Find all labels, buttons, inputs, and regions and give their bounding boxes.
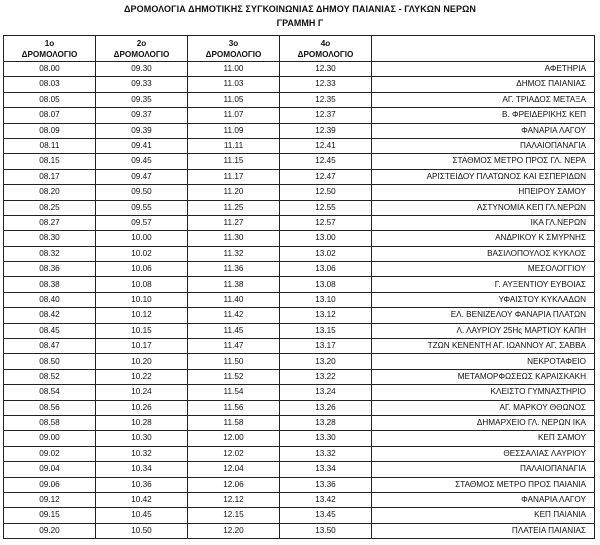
route-1-time: 08.05 xyxy=(4,92,96,107)
route-1-time: 08.58 xyxy=(4,415,96,430)
route-4-time: 13.20 xyxy=(280,354,372,369)
route-4-time: 13.10 xyxy=(280,292,372,307)
route-1-time: 08.15 xyxy=(4,154,96,169)
route-4-time: 13.24 xyxy=(280,385,372,400)
table-row xyxy=(4,215,595,230)
schedule-body xyxy=(4,62,595,539)
header-route-1-label: ΔΡΟΜΟΛΟΓΙΟ xyxy=(21,49,78,59)
route-2-time: 10.32 xyxy=(96,446,188,461)
route-1-time: 09.00 xyxy=(4,431,96,446)
route-1-time: 08.42 xyxy=(4,308,96,323)
route-4-time: 13.45 xyxy=(280,508,372,523)
table-row xyxy=(4,231,595,246)
document-title: ΔΡΟΜΟΛΟΓΙΑ ΔΗΜΟΤΙΚΗΣ ΣΥΓΚΟΙΝΩΝΙΑΣ ΔΗΜΟΥ ΠΑΙΑΝΙΑΣ - ΓΛΥΚΩΝ ΝΕΡΩΝ xyxy=(123,4,477,14)
table-row xyxy=(4,323,595,338)
table-row xyxy=(4,369,595,384)
schedule-table xyxy=(3,35,595,539)
route-3-time: 11.27 xyxy=(188,215,280,230)
table-row xyxy=(4,123,595,138)
header-row xyxy=(4,36,595,62)
route-4-time: 12.33 xyxy=(280,77,372,92)
route-4-time: 13.12 xyxy=(280,308,372,323)
route-4-time: 12.55 xyxy=(280,200,372,215)
route-3-time: 11.15 xyxy=(188,154,280,169)
route-2-time: 09.33 xyxy=(96,77,188,92)
table-row xyxy=(4,277,595,292)
route-4-time: 13.15 xyxy=(280,323,372,338)
table-row xyxy=(4,523,595,538)
route-4-time: 13.06 xyxy=(280,262,372,277)
header-route-3 xyxy=(188,36,280,62)
stop-name: ΦΑΝΑΡΙΑ ΛΑΓΟΥ xyxy=(372,123,595,138)
route-2-time: 10.28 xyxy=(96,415,188,430)
route-1-time: 08.50 xyxy=(4,354,96,369)
table-row xyxy=(4,138,595,153)
route-2-time: 09.39 xyxy=(96,123,188,138)
route-1-time: 09.12 xyxy=(4,492,96,507)
route-1-time: 08.25 xyxy=(4,200,96,215)
stop-name: ΜΕΤΑΜΟΡΦΩΣΕΩΣ ΚΑΡΑΙΣΚΑΚΗ xyxy=(372,369,595,384)
table-row xyxy=(4,62,595,77)
route-4-time: 12.37 xyxy=(280,108,372,123)
route-2-time: 09.45 xyxy=(96,154,188,169)
table-row xyxy=(4,508,595,523)
route-2-time: 10.50 xyxy=(96,523,188,538)
route-2-time: 09.30 xyxy=(96,62,188,77)
route-3-time: 11.20 xyxy=(188,185,280,200)
route-3-time: 11.00 xyxy=(188,62,280,77)
route-4-time: 13.00 xyxy=(280,231,372,246)
stop-name: ΣΤΑΘΜΟΣ ΜΕΤΡΟ ΠΡΟΣ ΓΛ. ΝΕΡΑ xyxy=(372,154,595,169)
route-3-time: 11.47 xyxy=(188,339,280,354)
route-4-time: 12.45 xyxy=(280,154,372,169)
stop-name: ΕΛ. ΒΕΝΙΖΕΛΟΥ ΦΑΝΑΡΙΑ ΠΛΑΤΩΝ xyxy=(372,308,595,323)
route-3-time: 11.50 xyxy=(188,354,280,369)
table-row xyxy=(4,262,595,277)
route-3-time: 12.06 xyxy=(188,477,280,492)
stop-name: ΑΝΔΡΙΚΟΥ Κ ΣΜΥΡΝΗΣ xyxy=(372,231,595,246)
route-3-time: 11.52 xyxy=(188,369,280,384)
route-2-time: 10.42 xyxy=(96,492,188,507)
table-row xyxy=(4,292,595,307)
route-4-time: 12.50 xyxy=(280,185,372,200)
header-route-4-label: ΔΡΟΜΟΛΟΓΙΟ xyxy=(297,49,354,59)
header-route-1-number: 1ο xyxy=(44,38,55,48)
table-row xyxy=(4,92,595,107)
header-route-2-label: ΔΡΟΜΟΛΟΓΙΟ xyxy=(113,49,170,59)
route-4-time: 13.50 xyxy=(280,523,372,538)
route-3-time: 11.54 xyxy=(188,385,280,400)
route-1-time: 08.07 xyxy=(4,108,96,123)
route-1-time: 08.32 xyxy=(4,246,96,261)
route-1-time: 08.52 xyxy=(4,369,96,384)
route-1-time: 08.45 xyxy=(4,323,96,338)
route-4-time: 13.42 xyxy=(280,492,372,507)
route-2-time: 10.30 xyxy=(96,431,188,446)
route-2-time: 10.00 xyxy=(96,231,188,246)
table-row xyxy=(4,446,595,461)
route-3-time: 11.09 xyxy=(188,123,280,138)
table-row xyxy=(4,477,595,492)
route-4-time: 13.02 xyxy=(280,246,372,261)
line-label: ΓΡΑΜΜΗ Γ xyxy=(276,18,324,28)
stop-name: ΒΑΣΙΛΟΠΟΥΛΟΣ ΚΥΚΛΟΣ xyxy=(372,246,595,261)
table-row xyxy=(4,169,595,184)
route-4-time: 13.22 xyxy=(280,369,372,384)
route-4-time: 13.08 xyxy=(280,277,372,292)
route-3-time: 11.32 xyxy=(188,246,280,261)
route-1-time: 08.27 xyxy=(4,215,96,230)
route-4-time: 12.57 xyxy=(280,215,372,230)
stop-name: ΠΑΛΑΙΟΠΑΝΑΓΙΑ xyxy=(372,138,595,153)
stop-name: ΤΖΩΝ ΚΕΝΕΝΤΗ ΑΓ. ΙΩΑΝΝΟΥ ΑΓ. ΣΑΒΒΑ xyxy=(372,339,595,354)
table-row xyxy=(4,185,595,200)
route-3-time: 12.00 xyxy=(188,431,280,446)
route-2-time: 10.20 xyxy=(96,354,188,369)
route-1-time: 09.02 xyxy=(4,446,96,461)
route-3-time: 11.42 xyxy=(188,308,280,323)
stop-name: ΘΕΣΣΑΛΙΑΣ ΛΑΥΡΙΟΥ xyxy=(372,446,595,461)
stop-name: ΚΕΠ ΠΑΙΑΝΙΑ xyxy=(372,508,595,523)
route-1-time: 08.17 xyxy=(4,169,96,184)
route-4-time: 13.32 xyxy=(280,446,372,461)
route-1-time: 09.15 xyxy=(4,508,96,523)
route-4-time: 13.26 xyxy=(280,400,372,415)
header-route-3-label: ΔΡΟΜΟΛΟΓΙΟ xyxy=(205,49,262,59)
header-route-4-number: 4ο xyxy=(320,38,331,48)
route-3-time: 11.11 xyxy=(188,138,280,153)
stop-name: ΑΡΙΣΤΕΙΔΟΥ ΠΛΑΤΩΝΟΣ ΚΑΙ ΕΣΠΕΡΙΔΩΝ xyxy=(372,169,595,184)
route-2-time: 10.15 xyxy=(96,323,188,338)
route-2-time: 10.26 xyxy=(96,400,188,415)
table-row xyxy=(4,462,595,477)
route-2-time: 09.50 xyxy=(96,185,188,200)
table-row xyxy=(4,354,595,369)
route-3-time: 11.17 xyxy=(188,169,280,184)
stop-name: ΔΗΜΟΣ ΠΑΙΑΝΙΑΣ xyxy=(372,77,595,92)
header-stop xyxy=(372,36,595,62)
table-row xyxy=(4,308,595,323)
route-4-time: 12.41 xyxy=(280,138,372,153)
route-3-time: 11.03 xyxy=(188,77,280,92)
route-2-time: 10.36 xyxy=(96,477,188,492)
route-3-time: 11.56 xyxy=(188,400,280,415)
route-4-time: 12.35 xyxy=(280,92,372,107)
route-1-time: 08.03 xyxy=(4,77,96,92)
route-2-time: 09.35 xyxy=(96,92,188,107)
route-2-time: 09.47 xyxy=(96,169,188,184)
route-3-time: 11.38 xyxy=(188,277,280,292)
route-2-time: 10.34 xyxy=(96,462,188,477)
route-2-time: 10.08 xyxy=(96,277,188,292)
route-1-time: 08.54 xyxy=(4,385,96,400)
route-3-time: 12.02 xyxy=(188,446,280,461)
stop-name: ΑΦΕΤΗΡΙΑ xyxy=(372,62,595,77)
route-3-time: 12.04 xyxy=(188,462,280,477)
stop-name: ΔΗΜΑΡΧΕΙΟ ΓΛ. ΝΕΡΩΝ ΙΚΑ xyxy=(372,415,595,430)
route-3-time: 11.58 xyxy=(188,415,280,430)
header-route-4 xyxy=(280,36,372,62)
route-2-time: 09.55 xyxy=(96,200,188,215)
stop-name: ΦΑΝΑΡΙΑ ΛΑΓΟΥ xyxy=(372,492,595,507)
stop-name: ΣΤΑΘΜΟΣ ΜΕΤΡΟ ΠΡΟΣ ΠΑΙΑΝΙΑ xyxy=(372,477,595,492)
route-2-time: 09.37 xyxy=(96,108,188,123)
stop-name: ΜΕΣΟΛΟΓΓΙΟΥ xyxy=(372,262,595,277)
stop-name: ΑΓ. ΜΑΡΚΟΥ ΘΘΩΝΟΣ xyxy=(372,400,595,415)
header-route-1 xyxy=(4,36,96,62)
route-1-time: 08.11 xyxy=(4,138,96,153)
stop-name: ΥΦΑΙΣΤΟΥ ΚΥΚΛΑΔΩΝ xyxy=(372,292,595,307)
route-1-time: 08.20 xyxy=(4,185,96,200)
route-1-time: 09.06 xyxy=(4,477,96,492)
stop-name: ΚΕΠ ΣΑΜΟΥ xyxy=(372,431,595,446)
route-2-time: 10.12 xyxy=(96,308,188,323)
table-row xyxy=(4,77,595,92)
table-row xyxy=(4,431,595,446)
stop-name: ΠΛΑΤΕΙΑ ΠΑΙΑΝΙΑΣ xyxy=(372,523,595,538)
route-1-time: 08.09 xyxy=(4,123,96,138)
route-3-time: 11.40 xyxy=(188,292,280,307)
header-route-2-number: 2ο xyxy=(136,38,147,48)
table-row xyxy=(4,415,595,430)
stop-name: ΗΠΕΙΡΟΥ ΣΑΜΟΥ xyxy=(372,185,595,200)
stop-name: ΑΣΤΥΝΟΜΙΑ ΚΕΠ ΓΛ.ΝΕΡΩΝ xyxy=(372,200,595,215)
stop-name: Γ. ΑΥΞΕΝΤΙΟΥ ΕΥΒΟΙΑΣ xyxy=(372,277,595,292)
route-4-time: 13.34 xyxy=(280,462,372,477)
header-route-3-number: 3ο xyxy=(228,38,239,48)
route-1-time: 08.00 xyxy=(4,62,96,77)
route-4-time: 13.30 xyxy=(280,431,372,446)
route-2-time: 10.45 xyxy=(96,508,188,523)
route-2-time: 10.24 xyxy=(96,385,188,400)
route-4-time: 13.36 xyxy=(280,477,372,492)
route-1-time: 08.38 xyxy=(4,277,96,292)
route-1-time: 08.40 xyxy=(4,292,96,307)
table-row xyxy=(4,339,595,354)
table-row xyxy=(4,385,595,400)
table-row xyxy=(4,108,595,123)
stop-name: ΚΛΕΙΣΤΟ ΓΥΜΝΑΣΤΗΡΙΟ xyxy=(372,385,595,400)
table-row xyxy=(4,246,595,261)
route-2-time: 09.57 xyxy=(96,215,188,230)
route-3-time: 12.20 xyxy=(188,523,280,538)
route-3-time: 11.36 xyxy=(188,262,280,277)
route-4-time: 13.28 xyxy=(280,415,372,430)
table-row xyxy=(4,400,595,415)
route-3-time: 11.07 xyxy=(188,108,280,123)
route-2-time: 09.41 xyxy=(96,138,188,153)
route-4-time: 13.17 xyxy=(280,339,372,354)
stop-name: Λ. ΛΑΥΡΙΟΥ 25Ης ΜΑΡΤΙΟΥ ΚΑΠΗ xyxy=(372,323,595,338)
header-route-2 xyxy=(96,36,188,62)
route-2-time: 10.06 xyxy=(96,262,188,277)
route-1-time: 08.30 xyxy=(4,231,96,246)
route-3-time: 12.15 xyxy=(188,508,280,523)
route-2-time: 10.10 xyxy=(96,292,188,307)
route-1-time: 08.47 xyxy=(4,339,96,354)
route-1-time: 09.20 xyxy=(4,523,96,538)
stop-name: ΑΓ. ΤΡΙΑΔΟΣ ΜΕΤΑΞΑ xyxy=(372,92,595,107)
stop-name: ΠΑΛΑΙΟΠΑΝΑΓΙΑ xyxy=(372,462,595,477)
route-2-time: 10.02 xyxy=(96,246,188,261)
stop-name: ΝΕΚΡΟΤΑΦΕΙΟ xyxy=(372,354,595,369)
route-1-time: 09.04 xyxy=(4,462,96,477)
route-1-time: 08.56 xyxy=(4,400,96,415)
route-3-time: 11.30 xyxy=(188,231,280,246)
route-3-time: 11.05 xyxy=(188,92,280,107)
route-3-time: 11.25 xyxy=(188,200,280,215)
table-row xyxy=(4,492,595,507)
route-3-time: 11.45 xyxy=(188,323,280,338)
route-2-time: 10.22 xyxy=(96,369,188,384)
route-1-time: 08.36 xyxy=(4,262,96,277)
table-row xyxy=(4,200,595,215)
stop-name: Β. ΦΡΕΙΔΕΡΙΚΗΣ ΚΕΠ xyxy=(372,108,595,123)
table-row xyxy=(4,154,595,169)
route-4-time: 12.30 xyxy=(280,62,372,77)
route-4-time: 12.47 xyxy=(280,169,372,184)
route-2-time: 10.17 xyxy=(96,339,188,354)
route-3-time: 12.12 xyxy=(188,492,280,507)
stop-name: ΙΚΑ ΓΛ.ΝΕΡΩΝ xyxy=(372,215,595,230)
route-4-time: 12.39 xyxy=(280,123,372,138)
